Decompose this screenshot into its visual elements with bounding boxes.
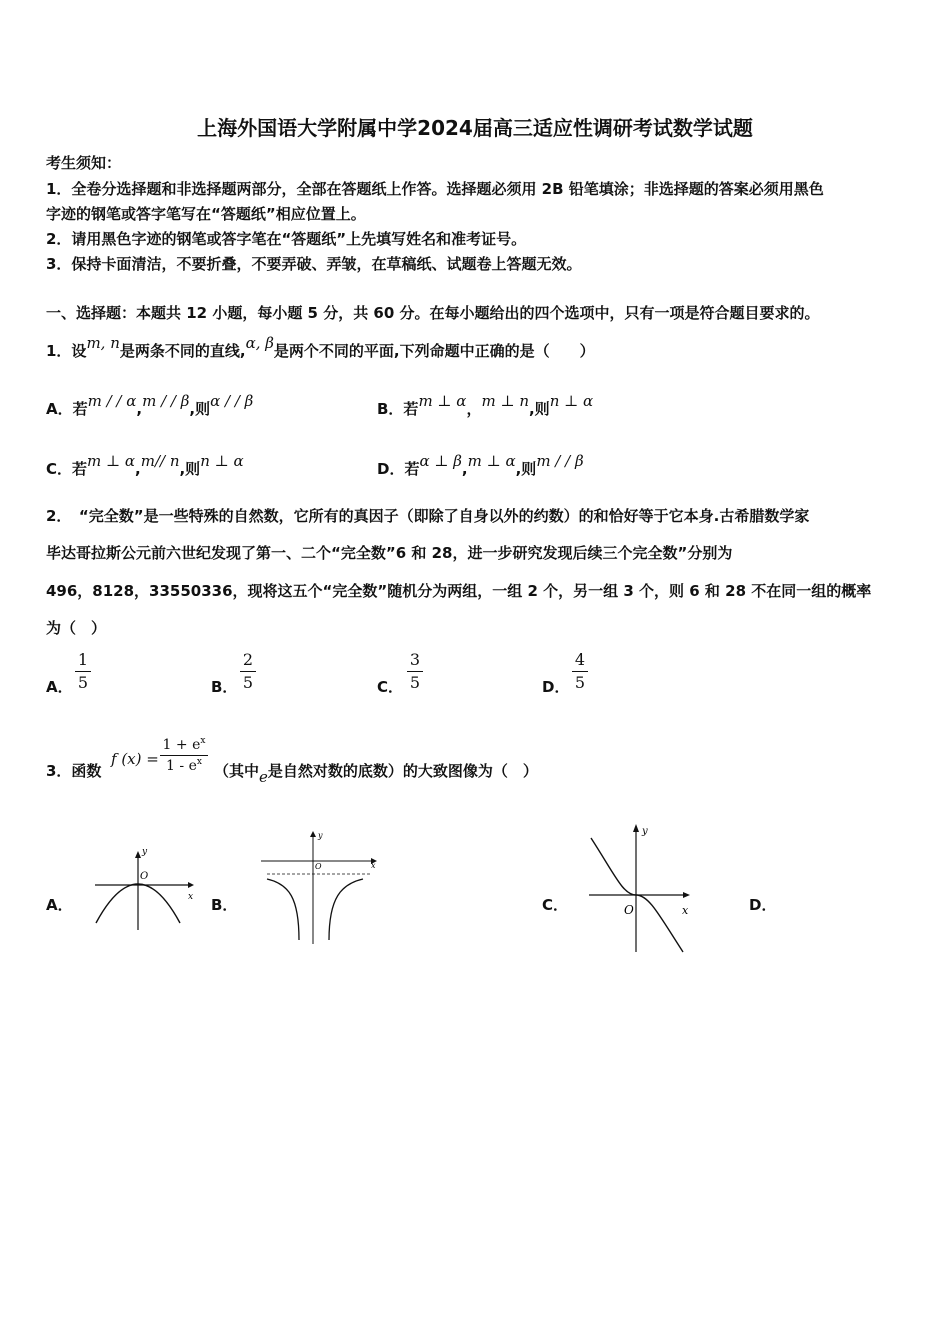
q3-option-d-label[interactable]: D． [749,896,777,914]
q3-text-1: （其中 [214,762,260,780]
q3-fx: f (x) = [111,750,159,768]
q2-option-a-fraction [75,650,91,693]
graph-c-x-label: x [682,904,689,917]
graph-b-left-branch [267,879,299,940]
q1-b-sep-2: ,则 [528,400,550,418]
q3-num-exponent: x [200,736,206,746]
q3-numerator: 1 + e [162,737,201,753]
graph-b-x-label: x [371,861,376,870]
q2-option-c-label[interactable]: C． [377,678,404,696]
graph-a-origin: O [140,871,149,882]
q1-option-d[interactable] [377,452,584,479]
graph-a-x-arrow [188,882,194,888]
q2-option-b-label[interactable]: B． [211,678,238,696]
q3-option-c-label[interactable]: C． [542,896,569,914]
q1-a-label: A．若 [46,400,88,418]
q1-b-label: B．若 [377,400,419,418]
q2-b-numerator: 2 [242,650,254,669]
q3-graph-b[interactable] [255,828,385,948]
page-title: 上海外国语大学附属中学2024届高三适应性调研考试数学试题 [197,116,753,140]
q2-option-a-label[interactable]: A． [46,678,73,696]
q1-c-expr-2: m// n [140,452,180,470]
graph-a-y-label: y [142,847,148,857]
graph-c-origin: O [624,903,634,917]
q1-prefix: 1．设 [46,342,87,360]
q1-b-sep-1: ， [466,400,482,418]
graph-c-x-arrow [683,892,690,898]
q1-alpha-beta: α, β [245,334,274,352]
q2-line-3: 496，8128，33550336，现将这五个“完全数”随机分为两组，一组 2 个，另一组 3 个，则 6 和 28 不在同一组的概率 [46,582,872,600]
q2-option-c-fraction [407,650,423,693]
q2-c-denominator: 5 [409,673,421,692]
q1-b-expr-3: n ⊥ α [549,392,594,410]
q1-d-sep-2: ,则 [515,460,537,478]
q3-denominator: 1 - e [166,758,197,774]
q2-line-1: 2． “完全数”是一些特殊的自然数，它所有的真因子（即除了自身以外的约数）的和恰好等于它本身.古希腊数学家 [46,507,810,525]
q1-c-label: C．若 [46,460,88,478]
q2-line-4: 为（ ） [46,619,107,637]
q1-text-2: 是两条不同的直线, [119,342,246,360]
q1-c-expr-1: m ⊥ α [87,452,136,470]
notice-line-1a: 1．全卷分选择题和非选择题两部分，全部在答题纸上作答。选择题必须用 2B 铅笔填涂；非选择题的答案必须用黑色 [46,180,824,198]
q1-d-expr-2: m ⊥ α [467,452,516,470]
q1-c-sep-2: ,则 [179,460,201,478]
q1-c-sep-1: , [135,460,141,478]
graph-a-x-label: x [188,892,194,902]
q1-c-expr-3: n ⊥ α [200,452,244,470]
notice-line-3: 3．保持卡面清洁，不要折叠，不要弄破、弄皱，在草稿纸、试题卷上答题无效。 [46,255,582,273]
q1-a-sep-2: ,则 [189,400,211,418]
q1-text-3: 是两个不同的平面,下列命题中正确的是（ ） [273,342,595,360]
section-heading: 一、选择题：本题共 12 小题，每小题 5 分，共 60 分。在每小题给出的四个选项中，只有一项是符合题目要求的。 [46,304,820,322]
q2-line-2: 毕达哥拉斯公元前六世纪发现了第一、二个“完全数”6 和 28，进一步研究发现后续三个完全数”分别为 [46,544,733,562]
graph-c-y-label: y [642,826,648,837]
q1-option-b[interactable] [377,392,594,419]
q3-den-exponent: x [196,757,202,767]
q2-option-b-fraction [240,650,256,693]
q3-text-2: 是自然对数的底数）的大致图像为（ ） [267,762,538,780]
q2-d-numerator: 4 [574,650,586,669]
notice-heading: 考生须知： [46,154,122,172]
q1-mn: m, n [86,334,120,352]
notice-line-2: 2．请用黑色字迹的钢笔或答字笔在“答题纸”上先填写姓名和准考证号。 [46,230,527,248]
graph-b-y-label: y [318,831,323,840]
q1-option-a[interactable] [46,392,254,419]
q2-a-denominator: 5 [77,673,89,692]
q1-stem [46,334,595,361]
q2-c-numerator: 3 [409,650,421,669]
q3-text [214,760,538,786]
graph-b-origin: O [315,862,322,871]
q1-option-c[interactable] [46,452,244,479]
q2-option-d-label[interactable]: D． [542,678,570,696]
q2-a-numerator: 1 [77,650,89,669]
q3-e: e [259,768,268,786]
graph-b-y-arrow [310,831,316,837]
graph-c-y-arrow [633,824,639,832]
graph-b-right-branch [329,879,363,940]
graph-a-y-arrow [135,851,141,858]
q3-graph-a[interactable] [90,845,200,935]
q1-d-expr-3: m / / β [536,452,584,470]
q1-a-sep-1: , [136,400,143,418]
q3-prefix: 3．函数 [46,762,102,780]
q1-a-expr-2: m / / β [142,392,190,410]
q3-formula-fraction [160,736,208,775]
q2-option-d-fraction [572,650,588,693]
q3-option-b-label[interactable]: B． [211,896,238,914]
q1-d-sep-1: , [461,460,468,478]
q2-d-denominator: 5 [574,673,586,692]
q1-d-expr-1: α ⊥ β [419,452,462,470]
notice-line-1b: 字迹的钢笔或答字笔写在“答题纸”相应位置上。 [46,205,366,223]
q3-option-a-label[interactable]: A． [46,896,73,914]
q1-a-expr-1: m / / α [87,392,137,410]
q1-b-expr-1: m ⊥ α [418,392,467,410]
q3-graph-c[interactable] [585,820,700,955]
q1-a-expr-3: α / / β [210,392,254,410]
q1-b-expr-2: m ⊥ n [481,392,529,410]
q2-b-denominator: 5 [242,673,254,692]
q1-d-label: D．若 [377,460,420,478]
